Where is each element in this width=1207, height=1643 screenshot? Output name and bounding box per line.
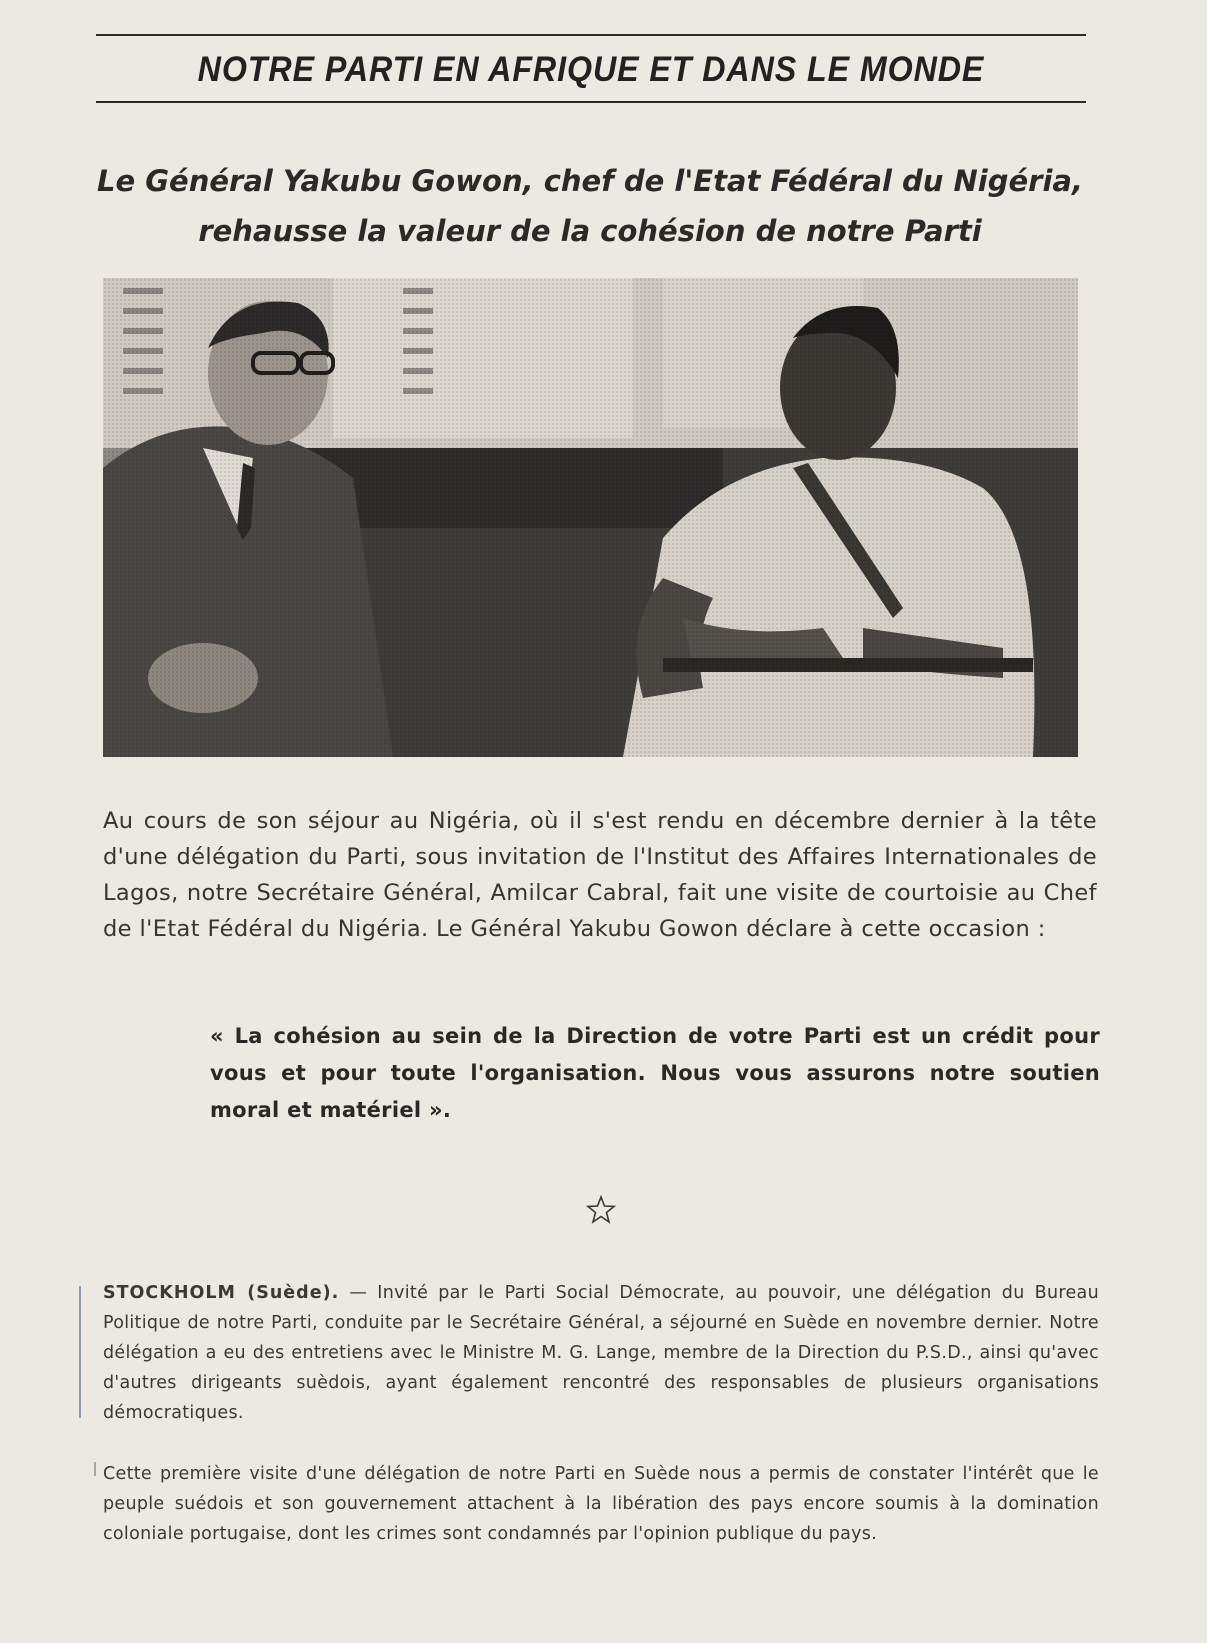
news-paragraph-1: Invité par le Parti Social Démocrate, au pouvoir, une délégation du Bureau Politique de notre Parti, conduite par le Secrétaire Général, a séjourné en Suède en novembre dernier. Notre délégation a eu des entretiens avec le Ministre M. G. Lange, membre de la Direction du P.S.D., ainsi qu'avec d'autres dirigeants suèdois, ayant également rencontré des responsables de plusieurs organisations démocratiques. <box>103 1283 1099 1423</box>
article-photo <box>103 278 1078 757</box>
stockholm-news-paragraph-2: Cette première visite d'une délégation de notre Parti en Suède nous a permis de constater l'intérêt que le peuple suédois et son gouvernement attachent à la libération des pays encore soumis à la domination coloniale portugaise, dont les crimes sont condamnés par l'opinion publique du pays. <box>103 1464 1099 1544</box>
headline-line-2: rehausse la valeur de la cohésion de notre Parti <box>198 214 982 248</box>
photo-illustration <box>103 278 1078 757</box>
stockholm-news-paragraph <box>103 1278 1099 1428</box>
margin-pen-mark <box>79 1286 81 1418</box>
section-title: NOTRE PARTI EN AFRIQUE ET DANS LE MONDE <box>197 50 985 89</box>
article-headline <box>80 156 1100 256</box>
headline-line-1: Le Général Yakubu Gowon, chef de l'Etat Fédéral du Nigéria, <box>97 164 1083 198</box>
news-dash: — <box>339 1283 378 1303</box>
bottom-rule <box>96 101 1086 103</box>
news-location: STOCKHOLM (Suède). <box>103 1283 340 1303</box>
top-rule <box>96 34 1086 36</box>
intro-paragraph: Au cours de son séjour au Nigéria, où il s'est rendu en décembre dernier à la tête d'une délégation du Parti, sous invitation de l'Institut des Affaires Internationales de Lagos, notre Secrétaire Général, Amilcar Cabral, fait une visite de courtoisie au Chef de l'Etat Fédéral du Nigéria. Le Général Yakubu Gowon déclare à cette occasion : <box>103 808 1097 942</box>
margin-pencil-mark <box>94 1462 96 1476</box>
star-icon <box>586 1195 616 1225</box>
gowon-quote: « La cohésion au sein de la Direction de votre Parti est un crédit pour vous et pour toute l'organisation. Nous vous assurons notre soutien moral et matériel ». <box>210 1024 1100 1122</box>
